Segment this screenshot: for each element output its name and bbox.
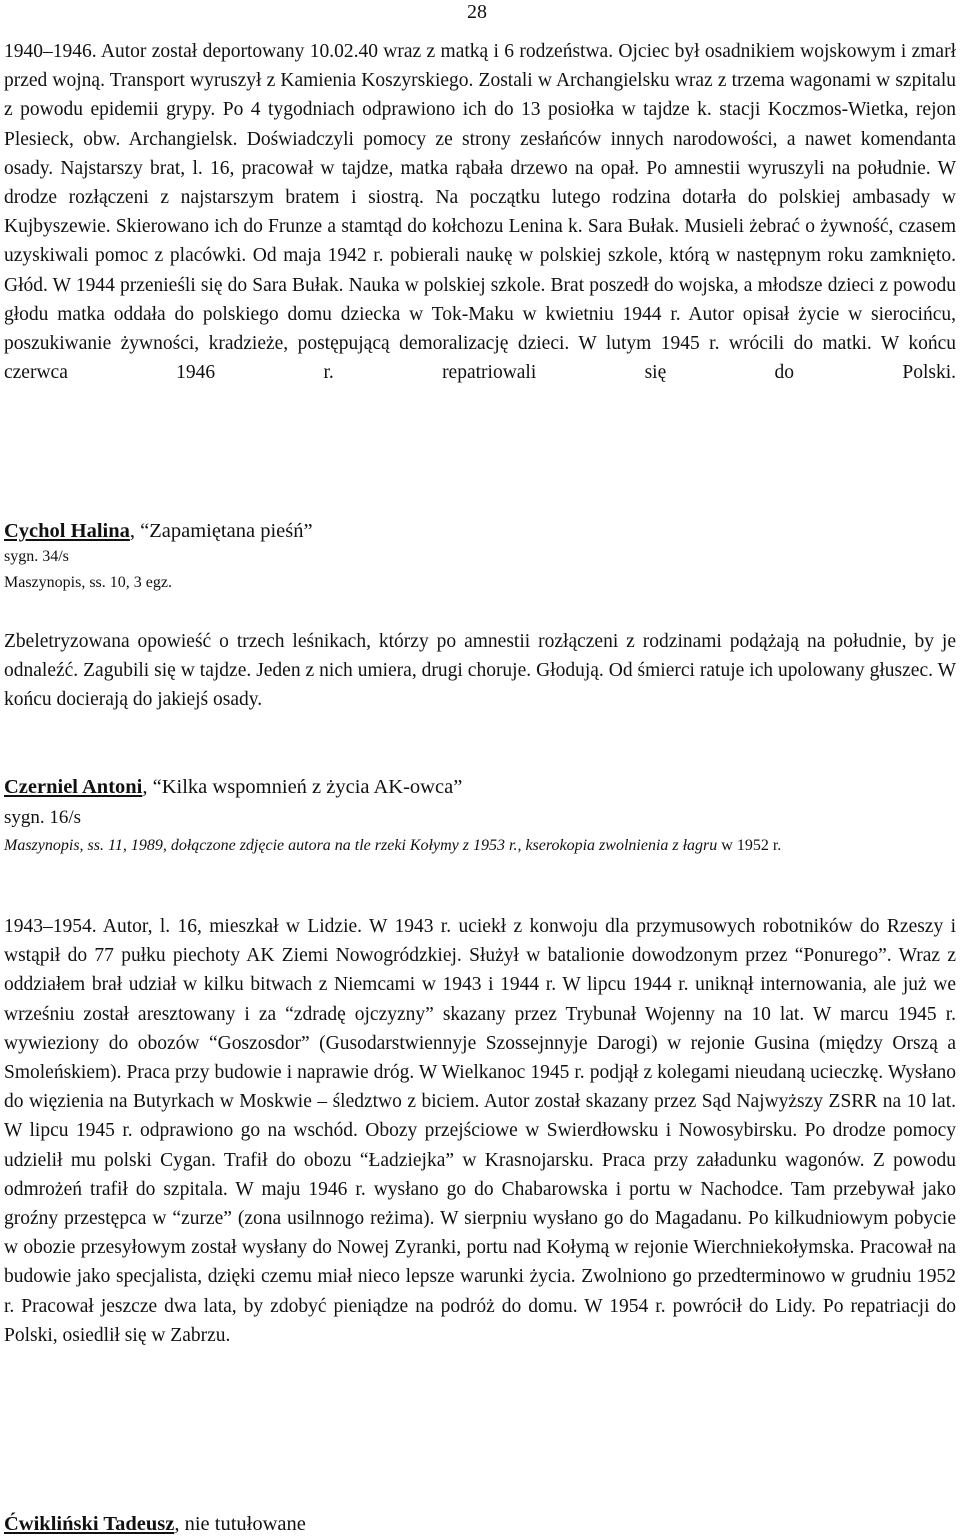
title-separator: , xyxy=(174,1513,185,1535)
description-italic: Maszynopis, ss. 11, 1989, dołączone zdjęcie autora na tle rzeki Kołymy z 1953 r., kserokopia zwolnienia z łagru xyxy=(4,837,718,854)
entry-heading xyxy=(4,1511,956,1537)
entry-description: Maszynopis, ss. 10, 3 egz. xyxy=(4,574,172,591)
entry-author: Ćwikliński Tadeusz xyxy=(4,1513,175,1535)
page-number: 28 xyxy=(467,1,487,23)
entry-title: “Zapamiętana pieśń” xyxy=(140,520,313,542)
entry-body: 1943–1954. Autor, l. 16, mieszkał w Lidzie. W 1943 r. uciekł z konwoju dla przymusowych robotników do Rzeszy i wstąpił do 77 pułku piechoty AK Ziemi Nowogródzkiej. Służył w batalionie dowodzonym przez “Ponurego”. Wraz z oddziałem brał udział w kilku bitwach z Niemcami w 1943 i 1944 r. W lipcu 1944 r. uniknął internowania, ale już we wrześniu został aresztowany i za “zdradę ojczyzny” skazany przez Trybunał Wojenny na 10 lat. W marcu 1945 r. wywieziony do obozów “Goszosdor” (Gusodarstwiennyje Szossejnnyje Darogi) w rejonie Gusina (między Orszą a Smoleńskiem). Praca przy budowie i naprawie dróg. W Wielkanoc 1945 r. podjął z kolegami nieudaną ucieczkę. Wysłano do więzienia na Butyrkach w Moskwie – śledztwo z biciem. Autor został skazany przez Sąd Najwyższy ZSRR na 10 lat. W lipcu 1945 r. odprawiono go na wschód. Obozy przejściowe w Swierdłowsku i Nowosybirsku. Po drodze pomocy udzielił mu polski Cygan. Trafił do obozu “Ładziejka” w Krasnojarsku. Praca przy załadunku wagonów. Z powodu odmrożeń trafił do szpitala. W maju 1946 r. wysłano go do Chabarowska i portu w Nachodce. Tam przebywał jako groźny przestępca w “zurze” (zona usilnnogo reżima). W sierpniu wysłano go do Magadanu. Po kilkudniowym pobycie w obozie przesyłowym został wysłany do Nowej Zyranki, portu nad Kołymą w rejonie Wierchniekołymska. Pracował na budowie jako specjalista, dzięki czemu miał nieco lepsze warunki życia. Zwolniono go przedterminowo w grudniu 1952 r. Pracował jeszcze dwa lata, by zdobyć pieniądze na podróż do domu. W 1954 r. powrócił do Lidy. Po repatriacji do Polski, osiedlił się w Zabrzu. xyxy=(4,916,956,1346)
entry-heading xyxy=(4,774,956,800)
entry-author: Cychol Halina xyxy=(4,520,130,542)
description-tail: w 1952 r. xyxy=(717,837,782,854)
entry-signature: sygn. 34/s xyxy=(4,548,69,565)
entry-title: nie tutułowane xyxy=(184,1513,306,1535)
entry-title: “Kilka wspomnień z życia AK-owca” xyxy=(152,776,463,798)
entry-body: Zbeletryzowana opowieść o trzech leśnikach, którzy po amnestii rozłączeni z rodzinami podążają na południe, by je odnaleźć. Zagubili się w tajdze. Jeden z nich umiera, drugi choruje. Głodują. Od śmierci ratuje ich upolowany głuszec. W końcu docierają do jakiejś osady. xyxy=(4,631,956,711)
entry-description xyxy=(4,834,956,858)
entry-heading xyxy=(4,518,956,544)
entry-author: Czerniel Antoni xyxy=(4,776,143,798)
title-separator: , xyxy=(142,776,153,798)
title-separator: , xyxy=(129,520,141,542)
entry-body: 1940–1946. Autor został deportowany 10.02.40 wraz z matką i 6 rodzeństwa. Ojciec był osadnikiem wojskowym i zmarł przed wojną. Transport wyruszył z Kamienia Koszyrskiego. Zostali w Archangielsku wraz z trzema wagonami w szpitalu z powodu epidemii grypy. Po 4 tygodniach odprawiono ich do 13 posiołka w tajdze k. stacji Koczmos-Wietka, rejon Plesieck, obw. Archangielsk. Doświadczyli pomocy ze strony zesłańców innych narodowości, a nawet komendanta osady. Najstarszy brat, l. 16, pracował w tajdze, matka rąbała drzewo na opał. Po amnestii wyruszyli na południe. W drodze rozłączeni z najstarszym bratem i siostrą. Na początku lutego rodzina dotarła do polskiej ambasady w Kujbyszewie. Skierowano ich do Frunze a stamtąd do kołchozu Lenina k. Sara Bułak. Musieli żebrać o żywność, czasem uzyskiwali pomoc z placówki. Od maja 1942 r. pobierali naukę w polskiej szkole, którą w następnym roku zamknięto. Głód. W 1944 przenieśli się do Sara Bułak. Nauka w polskiej szkole. Brat poszedł do wojska, a młodsze dzieci z powodu głodu matka oddała do polskiego domu dziecka w Tok-Maku w kwietniu 1944 r. Autor opisał życie w sierocińcu, poszukiwanie żywności, kradzieże, postępującą demoralizację dzieci. W lutym 1945 r. wrócili do matki. W końcu czerwca 1946 r. repatriowali się do Polski. xyxy=(4,41,956,384)
entry-signature: sygn. 16/s xyxy=(4,807,82,828)
